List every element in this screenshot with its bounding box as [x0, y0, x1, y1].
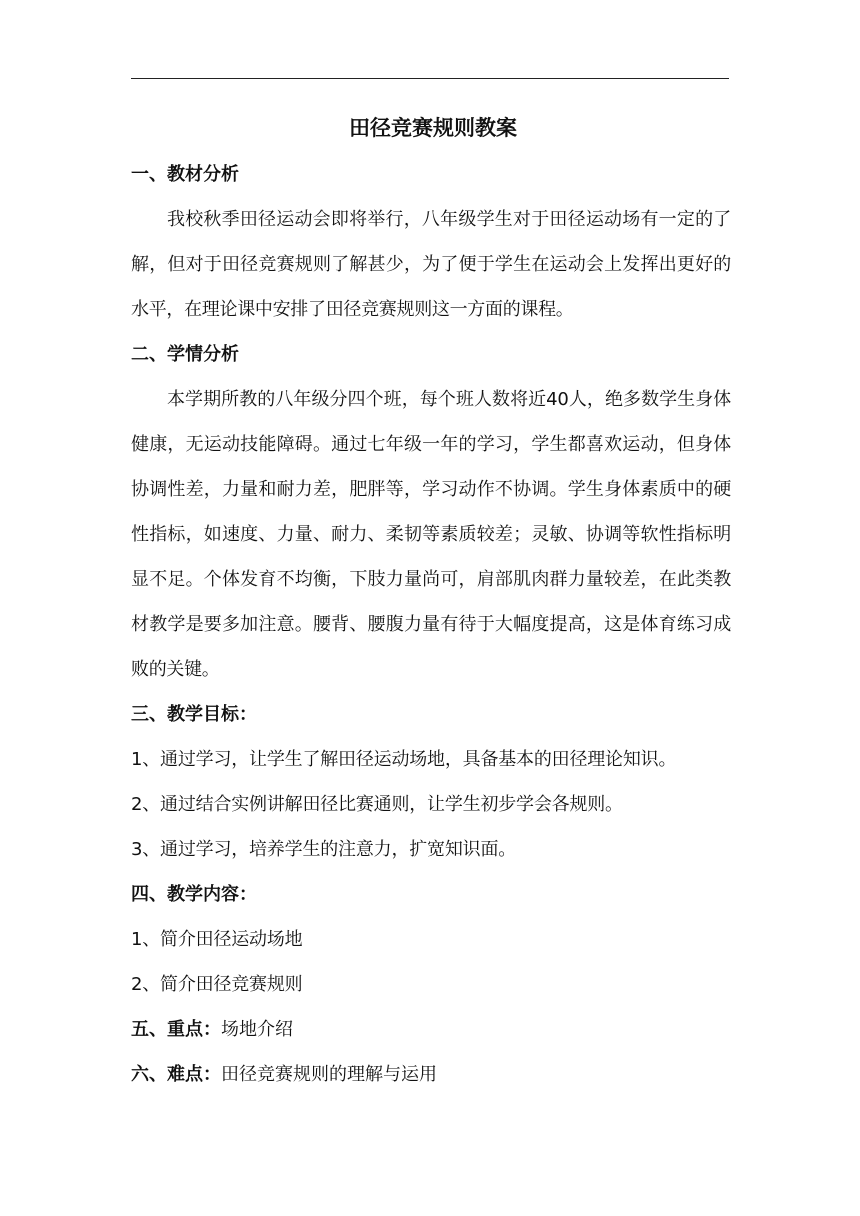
- difficulty-value: 田径竞赛规则的理解与运用: [221, 1064, 437, 1085]
- objective-item-2: 2、通过结合实例讲解田径比赛通则，让学生初步学会各规则。: [131, 794, 623, 815]
- header-rule: [131, 78, 729, 79]
- section-heading-students: 二、学情分析: [131, 344, 239, 365]
- section-heading-objectives: 三、教学目标：: [131, 704, 257, 725]
- objective-item-3: 3、通过学习，培养学生的注意力，扩宽知识面。: [131, 839, 517, 860]
- section-key-point: [131, 1007, 731, 1052]
- key-point-value: 场地介绍: [221, 1019, 293, 1040]
- document-title: 田径竞赛规则教案: [349, 116, 517, 140]
- key-point-label: 五、重点：: [131, 1019, 221, 1040]
- section-heading-materials: 一、教材分析: [131, 164, 239, 185]
- section-difficulty: [131, 1052, 731, 1097]
- difficulty-label: 六、难点：: [131, 1064, 221, 1085]
- content-item-2: 2、简介田径竞赛规则: [131, 974, 303, 995]
- content-item-1: 1、简介田径运动场地: [131, 929, 303, 950]
- paragraph-students: 本学期所教的八年级分四个班，每个班人数将近40人，绝多数学生身体健康，无运动技能障碍。通过七年级一年的学习，学生都喜欢运动，但身体协调性差，力量和耐力差，肥胖等，学习动作不协调。学生身体素质中的硬性指标，如速度、力量、耐力、柔韧等素质较差；灵敏、协调等软性指标明显不足。个体发育不均衡，下肢力量尚可，肩部肌肉群力量较差，在此类教材教学是要多加注意。腰背、腰腹力量有待于大幅度提高，这是体育练习成败的关键。: [131, 389, 731, 680]
- paragraph-materials: 我校秋季田径运动会即将举行，八年级学生对于田径运动场有一定的了解，但对于田径竞赛规则了解甚少，为了便于学生在运动会上发挥出更好的水平，在理论课中安排了田径竞赛规则这一方面的课程。: [131, 209, 731, 320]
- document-body: [131, 108, 731, 1097]
- objective-item-1: 1、通过学习，让学生了解田径运动场地，具备基本的田径理论知识。: [131, 749, 677, 770]
- section-heading-content: 四、教学内容：: [131, 884, 257, 905]
